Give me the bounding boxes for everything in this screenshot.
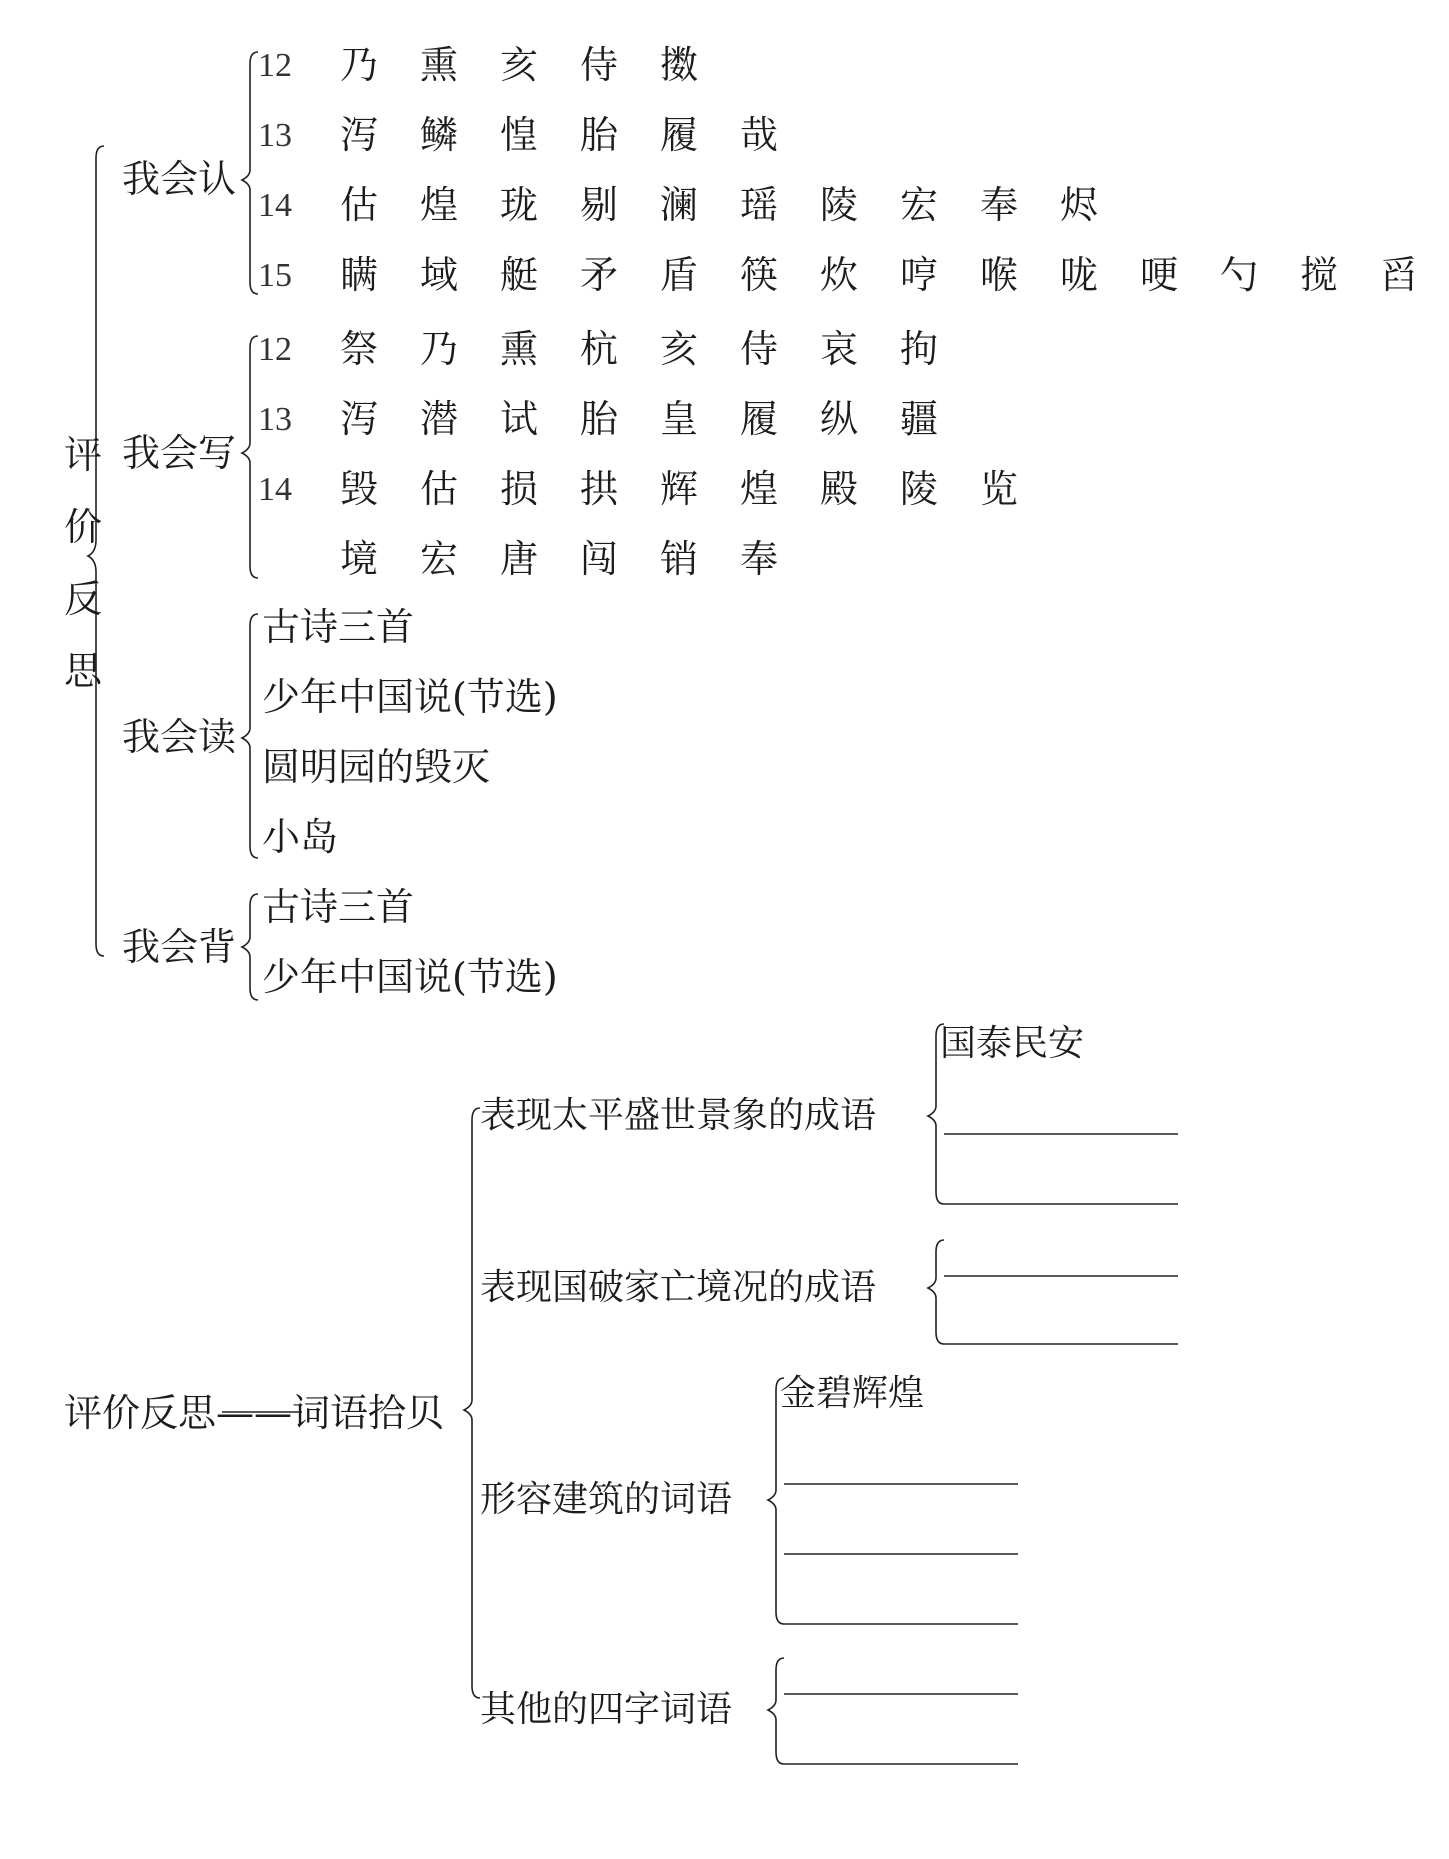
recognize-char: 艇 — [500, 253, 539, 297]
branch2-brace — [928, 1240, 944, 1344]
recognize-char: 泻 — [340, 113, 379, 157]
write-char: 泻 — [340, 397, 379, 441]
write-char: 履 — [740, 397, 779, 441]
read-item: 少年中国说(节选) — [262, 675, 558, 719]
recognize-char: 炊 — [820, 253, 859, 297]
branch-label: 形容建筑的词语 — [480, 1479, 733, 1520]
write-char: 毁 — [340, 467, 379, 511]
recognize-char: 域 — [420, 253, 459, 297]
read-label: 我会读 — [122, 715, 237, 759]
recognize-char: 熏 — [420, 43, 459, 87]
write-char: 试 — [500, 397, 539, 441]
recognize-char: 乃 — [340, 43, 379, 87]
write-char: 煌 — [740, 467, 779, 511]
write-char: 闯 — [580, 537, 619, 581]
read-brace — [242, 614, 258, 858]
recognize-char: 筷 — [740, 253, 779, 297]
branch3-brace — [768, 1378, 784, 1624]
recite-label: 我会背 — [122, 925, 237, 969]
write-char: 殿 — [820, 467, 859, 511]
read-item: 古诗三首 — [262, 605, 415, 649]
write-label: 我会写 — [122, 431, 237, 475]
branch4-brace — [768, 1658, 784, 1764]
write-char: 亥 — [660, 327, 699, 371]
branch-label: 表现国破家亡境况的成语 — [480, 1267, 877, 1308]
recite-item: 少年中国说(节选) — [262, 955, 558, 999]
recognize-char: 哽 — [1140, 253, 1179, 297]
write-char: 陵 — [900, 467, 939, 511]
read-item: 圆明园的毁灭 — [262, 745, 491, 789]
recognize-char: 舀 — [1380, 253, 1419, 297]
recognize-lesson-number: 13 — [258, 117, 292, 154]
recognize-char: 擞 — [660, 43, 699, 87]
recognize-char: 惶 — [500, 113, 539, 157]
recite-item: 古诗三首 — [262, 885, 415, 929]
recite-brace — [242, 894, 258, 1000]
recognize-char: 喉 — [980, 253, 1019, 297]
recognize-lesson-number: 14 — [258, 187, 292, 224]
branch-example: 金碧辉煌 — [780, 1373, 925, 1414]
write-char: 宏 — [420, 537, 459, 581]
bottom-root-label: 评价反思——词语拾贝 — [64, 1391, 445, 1435]
recognize-char: 估 — [340, 183, 379, 227]
recognize-char: 烬 — [1060, 183, 1099, 227]
root-label-char: 价 — [64, 505, 103, 549]
recognize-char: 搅 — [1300, 253, 1339, 297]
write-char: 辉 — [660, 467, 699, 511]
recognize-char: 胎 — [580, 113, 619, 157]
write-lesson-number: 12 — [258, 331, 292, 368]
recognize-char: 哼 — [900, 253, 939, 297]
root-label-char: 评 — [64, 433, 103, 477]
branch-label: 其他的四字词语 — [480, 1689, 733, 1730]
recognize-char: 瑶 — [740, 183, 779, 227]
write-lesson-number: 13 — [258, 401, 292, 438]
write-char: 杭 — [580, 327, 619, 371]
recognize-char: 咙 — [1060, 253, 1099, 297]
recognize-char: 宏 — [900, 183, 939, 227]
recognize-char: 陵 — [820, 183, 859, 227]
root-label-vertical — [64, 433, 103, 724]
recognize-char: 矛 — [580, 253, 619, 297]
recognize-char: 奉 — [980, 183, 1019, 227]
write-char: 估 — [420, 467, 459, 511]
write-char: 境 — [340, 537, 379, 581]
recognize-char: 亥 — [500, 43, 539, 87]
root-label-char: 反 — [64, 577, 103, 621]
root-label-char: 思 — [64, 649, 103, 693]
write-char: 销 — [660, 537, 699, 581]
write-char: 侍 — [740, 327, 779, 371]
recognize-char: 哉 — [740, 113, 779, 157]
main-brace — [464, 1108, 480, 1698]
write-char: 乃 — [420, 327, 459, 371]
write-char: 览 — [980, 467, 1019, 511]
write-char: 损 — [500, 467, 539, 511]
read-item: 小岛 — [262, 815, 339, 859]
recognize-char: 煌 — [420, 183, 459, 227]
recognize-char: 盾 — [660, 253, 699, 297]
recognize-char: 澜 — [660, 183, 699, 227]
write-char: 皇 — [660, 397, 699, 441]
write-char: 潜 — [420, 397, 459, 441]
branch-example: 国泰民安 — [940, 1023, 1085, 1064]
recognize-char: 侍 — [580, 43, 619, 87]
write-lesson-number: 14 — [258, 471, 292, 508]
recognize-char: 瞒 — [340, 253, 379, 297]
recognize-char: 履 — [660, 113, 699, 157]
write-char: 胎 — [580, 397, 619, 441]
write-char: 祭 — [340, 327, 379, 371]
write-char: 拱 — [580, 467, 619, 511]
recognize-char: 勺 — [1220, 253, 1259, 297]
recognize-brace — [242, 52, 258, 294]
recognize-char: 珑 — [500, 183, 539, 227]
recognize-lesson-number: 12 — [258, 47, 292, 84]
branch-label: 表现太平盛世景象的成语 — [480, 1095, 877, 1136]
recognize-lesson-number: 15 — [258, 257, 292, 294]
recognize-label: 我会认 — [122, 157, 237, 201]
write-char: 奉 — [740, 537, 779, 581]
write-char: 拘 — [900, 327, 939, 371]
write-char: 熏 — [500, 327, 539, 371]
write-brace — [242, 336, 258, 578]
write-char: 哀 — [820, 327, 859, 371]
write-char: 纵 — [820, 397, 859, 441]
write-char: 疆 — [900, 397, 939, 441]
write-char: 唐 — [500, 537, 539, 581]
recognize-char: 剔 — [580, 183, 619, 227]
recognize-char: 鳞 — [420, 113, 459, 157]
